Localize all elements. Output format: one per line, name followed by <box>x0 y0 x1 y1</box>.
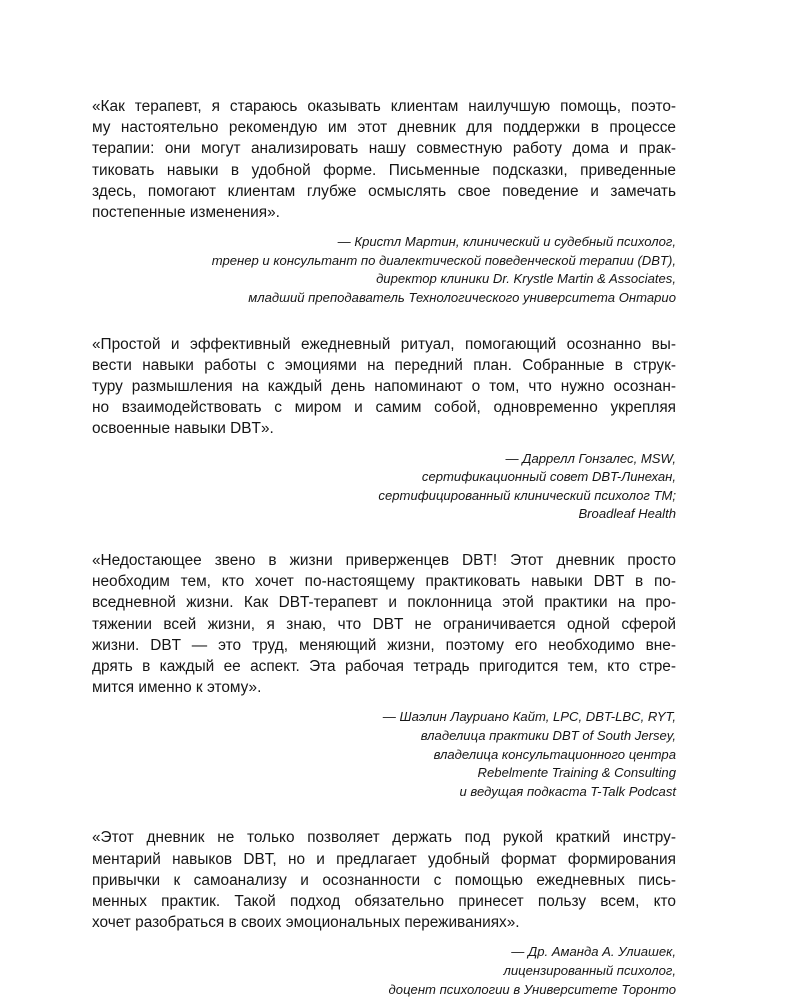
quote-line: «Простой и эффективный ежедневный ритуал, помогающий осознанно вы- <box>92 335 676 353</box>
quote-line: хочет разобраться в своих эмоциональных переживаниях». <box>92 914 520 932</box>
quote-line: му настоятельно рекомендую им этот дневник для поддержки в процессе <box>92 119 676 137</box>
quote-line: терапии: они могут анализировать нашу совместную работу дома и прак- <box>92 140 676 158</box>
quote-line: мится именно к этому». <box>92 679 262 697</box>
praise-page <box>92 96 676 999</box>
quote-line: менных практик. Такой подход обязательно принесет пользу всем, кто <box>92 892 676 910</box>
testimonial-attribution <box>92 450 676 524</box>
attribution-line: младший преподаватель Технологического университета Онтарио <box>248 290 676 305</box>
quote-line: «Недостающее звено в жизни приверженцев DBT! Этот дневник просто <box>92 551 676 569</box>
testimonial-quote <box>92 96 676 223</box>
quote-line: «Этот дневник не только позволяет держать под рукой краткий инстру- <box>92 829 676 847</box>
attribution-line: и ведущая подкаста T-Talk Podcast <box>459 783 676 799</box>
testimonial-quote <box>92 550 676 698</box>
quote-line: вести навыки работы с эмоциями на передний план. Собранные в струк- <box>92 356 676 374</box>
quote-line: привычки к самоанализу и осознанности с помощью ежедневных пись- <box>92 871 676 889</box>
quote-line: постепенные изменения». <box>92 204 280 222</box>
testimonial-attribution <box>92 943 676 999</box>
quote-line: тяжении всей жизни, я знаю, что DBT не ограничивается одной сферой <box>92 615 676 633</box>
quote-line: вседневной жизни. Как DBT-терапевт и поклонница этой практики на про- <box>92 594 676 612</box>
attribution-line: тренер и консультант по диалектической поведенческой терапии (DBT), <box>211 252 676 268</box>
attribution-line: сертифицированный клинический психолог TM; <box>378 487 676 503</box>
quote-line: тиковать навыки в удобной форме. Письменные подсказки, приведенные <box>92 161 676 179</box>
quote-line: ментарий навыков DBT, но и предлагает удобный формат формирования <box>92 850 676 868</box>
testimonial-quote <box>92 827 676 933</box>
quote-line: «Как терапевт, я стараюсь оказывать клиентам наилучшую помощь, поэто- <box>92 98 676 115</box>
quote-line: дрять в каждый ее аспект. Эта рабочая тетрадь пригодится тем, кто стре- <box>92 658 676 675</box>
attribution-line: владелица консультационного центра <box>433 746 676 762</box>
attribution-line: сертификационный совет DBT-Линехан, <box>421 469 676 485</box>
testimonial-1 <box>92 96 676 308</box>
quote-line: необходим тем, кто хочет по-настоящему практиковать навыки DBT в по- <box>92 573 676 591</box>
testimonial-4 <box>92 827 676 999</box>
attribution-line: — Даррелл Гонзалес, MSW, <box>505 450 676 466</box>
testimonial-3 <box>92 550 676 801</box>
testimonial-attribution <box>92 708 676 801</box>
quote-line: жизни. DBT — это труд, меняющий жизни, поэтому его необходимо вне- <box>92 636 676 654</box>
attribution-line: доцент психологии в Университете Торонто <box>388 981 676 997</box>
quote-line: здесь, помогают клиентам глубже осмыслять свое поведение и замечать <box>92 182 676 200</box>
quote-line: туру размышления на каждый день напоминают о том, что нужно осознан- <box>92 378 676 395</box>
attribution-line: Rebelmente Training & Consulting <box>477 765 676 781</box>
testimonial-2 <box>92 334 676 524</box>
attribution-line: директор клиники Dr. Krystle Martin & Associates, <box>376 271 676 287</box>
attribution-line: — Кристл Мартин, клинический и судебный психолог, <box>337 234 676 250</box>
quote-line: но взаимодействовать с миром и самим собой, одновременно укрепляя <box>92 399 676 417</box>
attribution-line: — Шаэлин Лауриано Кайт, LPC, DBT-LBC, RYT, <box>382 709 676 725</box>
testimonial-attribution <box>92 233 676 307</box>
attribution-line: — Др. Аманда А. Улиашек, <box>511 944 676 960</box>
attribution-line: лицензированный психолог, <box>503 962 676 978</box>
quote-line: освоенные навыки DBT». <box>92 420 274 438</box>
attribution-line: Broadleaf Health <box>578 506 676 522</box>
attribution-line: владелица практики DBT of South Jersey, <box>420 728 676 743</box>
testimonial-quote <box>92 334 676 440</box>
